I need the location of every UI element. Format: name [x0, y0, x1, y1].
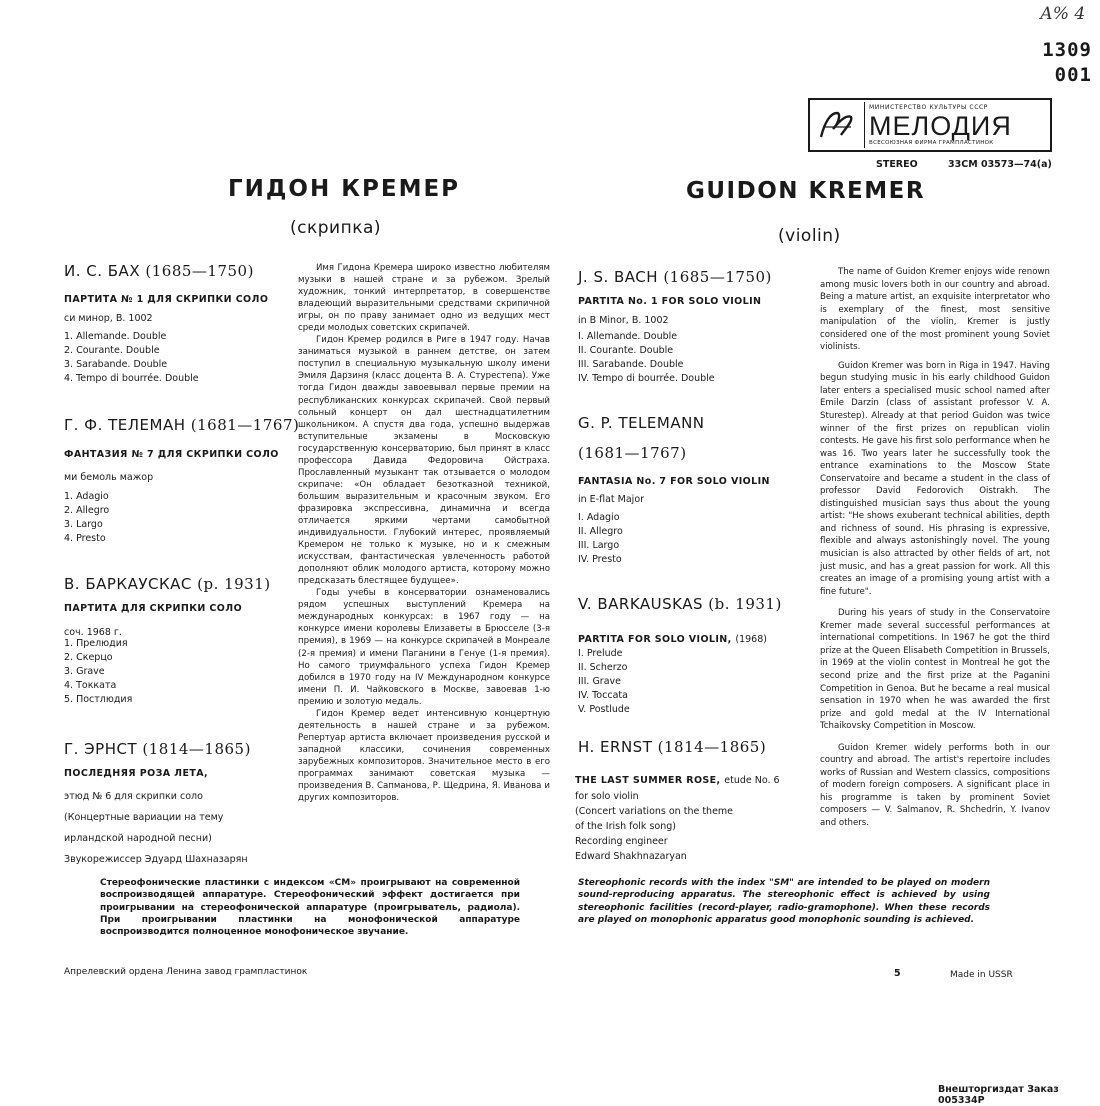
movement-list [578, 647, 630, 717]
composer-dates: (р. 1931) [197, 575, 271, 593]
handwritten-mark: А% 4 [1040, 4, 1086, 24]
composer-name: V. BARKAUSKAS [578, 595, 709, 613]
movement: IV. Presto [578, 554, 622, 565]
melodiya-logo [808, 98, 1052, 152]
composer-telemann-ru [64, 416, 299, 434]
composer-dates: (1814—1865) [142, 740, 251, 758]
work-title: ПОСЛЕДНЯЯ РОЗА ЛЕТА, [64, 768, 208, 779]
work-details [64, 786, 248, 870]
movement: 4. Tempo di bourrée. Double [64, 373, 199, 384]
composer-name: J. S. BACH [578, 268, 664, 286]
bio-paragraph: Гидон Кремер ведет интенсивную концертную деятельность в нашей стране и за рубежом. Репертуар артиста включает произведения русской и западной классики, сочинения современных зарубежных композиторов. Значительное место в его программах занимают советская музыка — произведения В. Сапманова, Р. Щедрина, Я. Иванова и других композиторов. [298, 708, 550, 804]
movement: II. Allegro [578, 526, 623, 537]
movement: II. Scherzo [578, 662, 628, 673]
composer-dates: (1681—1767) [190, 416, 300, 434]
corner-number-2: 001 [1054, 64, 1092, 86]
made-in: Made in USSR [950, 970, 1013, 980]
movement: I. Allemande. Double [578, 331, 678, 342]
composer-dates: (b. 1931) [708, 595, 782, 613]
movement: IV. Tempo di bourrée. Double [578, 373, 715, 384]
work-subtitle: etude No. 6 [724, 775, 780, 786]
composer-ernst-ru [64, 740, 251, 758]
movement: III. Sarabande. Double [578, 359, 684, 370]
composer-name: Г. Ф. ТЕЛЕМАН [64, 416, 191, 434]
detail-line: Edward Shakhnazaryan [575, 851, 687, 862]
movement: III. Grave [578, 676, 622, 687]
work-key: ми бемоль мажор [64, 472, 154, 483]
work-year: соч. 1968 г. [64, 627, 122, 638]
work-title-line [578, 627, 767, 646]
movement: 1. Allemande. Double [64, 331, 167, 342]
work-title: PARTITA No. 1 FOR SOLO VIOLIN [578, 296, 762, 307]
bio-paragraph: Годы учебы в консерватории ознаменовались рядом успешных выступлений Кремера на международных конкурсах: в 1967 году — на конкурсе имени королевы Елизаветы в Брюсселе (3-я премия), в 1969 — на конкурсе скрипачей в Монреале (2-я премия) и имени Паганини в Генуе (1-я премия). Но самого триумфального успеха Гидон Кремер добился в 1970 году на IV Международном конкурсе имени П. И. Чайковского в Москве, завоевав 1-ю премию и золотую медаль. [298, 588, 550, 707]
subtitle-russian: (скрипка) [290, 218, 382, 238]
movement-list [578, 511, 623, 567]
logo-name: МЕЛОДИЯ [869, 110, 1012, 141]
movement: I. Adagio [578, 512, 620, 523]
movement-list [64, 490, 109, 546]
movement: I. Prelude [578, 648, 623, 659]
bio-paragraph: Гидон Кремер родился в Риге в 1947 году. Начав заниматься музыкой в раннем детстве, он затем поступил в специальную музыкальную школу имени Эмиля Дарзиня (класс доцента В. А. Стурестепа). Уже тогда Гидон дважды завоевывал первые премии на республиканских конкурсах скрипачей. Свой первый сольный концерт он дал шестнадцатилетним школьником. А спустя два года, успешно выдержав вступительные экзамены в Московскую государственную консерваторию, был принят в класс профессора Давида Федоровича Ойстраха. Прославленный музыкант так отзывается о молодом скрипаче: «Он обладает безотказной техникой, большим выразительным и красочным звуком. Его фразировка экспрессивна, динамична и всегда отличается яркими чертами самобытной индивидуальности. Глубокий интерес, проявляемый Кремером не только к музыке, но и к смежным искусствам, фантастическая увлеченность работой дополняют облик молодого артиста, которому можно предсказать блестящее будущее». [298, 335, 550, 587]
stereo-label: STEREO [876, 159, 918, 170]
detail-line: Звукорежиссер Эдуард Шахназарян [64, 854, 248, 865]
stereo-note-russian: Стереофонические пластинки с индексом «СМ» проигрывают на современной воспроизводящей аппаратуре. Стереофонический эффект достигается при проигрывании на стереофонической аппаратуре (проигрыватель, радиола). При проигрывании пластинки на монофонической аппаратуре воспроизводится полноценное монофоническое звучание. [100, 878, 520, 938]
detail-line: (Концертные вариации на тему [64, 812, 224, 823]
composer-name: H. ERNST [578, 738, 658, 756]
work-year: (1968) [735, 634, 767, 645]
title-russian: ГИДОН КРЕМЕР [228, 176, 461, 202]
work-key: in B Minor, B. 1002 [578, 315, 669, 326]
bio-paragraph: Имя Гидона Кремера широко известно любителям музыки в нашей стране и за рубежом. Зрелый художник, тонкий интерпретатор, в совершенстве владеющий выразительными средствами скрипичной игры, он по праву занимает одно из ведущих мест среди молодых советских скрипачей. [298, 263, 550, 334]
composer-barkauskas-ru [64, 575, 271, 593]
bio-paragraph: Guidon Kremer was born in Riga in 1947. Having begun studying music in his early childhood Guidon later enters a specialised music school named after Emile Darzin (class of assistant professor V. A. Sturestep). Already at that period Guidon was twice winner of the first prizes on republican violin contests. He gave his first solo performance when he was 16. Two years later he successfully took the entrance examinations to the Moscow State Conservatoire and became a student in the class of professor David Fedorovich Oistrakh. The distinguished musician says thus about the young artist: "He shows exuberant technical abilities, depth and richness of sound. His phrasing is expressive, flexible and always astonishingly novel. The young musician is also attracted by other fields of art, not just music, and has a great passion for work. All this creates an image of a promising young artist with a fine future". [820, 360, 1050, 597]
movement: 4. Presto [64, 533, 106, 544]
composer-ernst-en [578, 738, 766, 756]
melodiya-emblem-icon [810, 102, 865, 148]
composer-dates: (1681—1767) [578, 444, 687, 462]
composer-bach-en [578, 268, 772, 286]
movement: 2. Скерцо [64, 652, 113, 663]
subtitle-english: (violin) [778, 226, 841, 246]
movement: IV. Toccata [578, 690, 628, 701]
detail-line: for solo violin [575, 791, 639, 802]
movement: 4. Токката [64, 680, 117, 691]
work-details [575, 787, 733, 864]
bio-paragraph: The name of Guidon Kremer enjoys wide renown among music lovers both in our country and abroad. Being a mature artist, an exquisite interpretator who is exemplary of the finest, most sensitive manipulation of the violin, Kremer is justly considered one of the most prominent young Soviet violinists. [820, 267, 1050, 353]
logo-ministry: МИНИСТЕРСТВО КУЛЬТУРЫ СССР [869, 103, 989, 111]
biography-english [820, 266, 1050, 830]
movement: 3. Sarabande. Double [64, 359, 168, 370]
work-title: THE LAST SUMMER ROSE, [575, 775, 725, 786]
detail-line: (Concert variations on the theme [575, 806, 734, 817]
work-title: PARTITA FOR SOLO VIOLIN, [578, 634, 736, 645]
composer-barkauskas-en [578, 595, 782, 613]
composer-name: В. БАРКАУСКАС [64, 575, 198, 593]
corner-numbers [1036, 38, 1092, 88]
composer-name: Г. ЭРНСТ [64, 740, 143, 758]
movement: II. Courante. Double [578, 345, 674, 356]
movement: III. Largo [578, 540, 620, 551]
work-key: си минор, В. 1002 [64, 313, 153, 324]
movement: V. Postlude [578, 704, 630, 715]
movement: 3. Largo [64, 519, 103, 530]
factory-line: Апрелевский ордена Ленина завод грампластинок [64, 967, 308, 977]
work-key: in E-flat Major [578, 494, 645, 505]
detail-line: Recording engineer [575, 836, 668, 847]
stereo-note-english: Stereophonic records with the index "SM" are intended to be played on modern sound-reproducing apparatus. The stereophonic effect is achieved by using stereophonic facilities (record-player, radio-gramophone). When these records are played on monophonic apparatus good monophonic sounding is achieved. [578, 878, 990, 925]
bio-paragraph: Guidon Kremer widely performs both in our country and abroad. The artist's repertoire includes works of Russian and Western classics, compositions of modern foreign composers. A significant place in his programme is taken by prominent Soviet composers — V. Salmanov, R. Shchedrin, Y. Ivanov and others. [820, 742, 1050, 828]
bio-paragraph: During his years of study in the Conservatoire Kremer made several successful performances at international competitions. In 1967 he got the third prize at the Queen Elisabeth Competition in Brussels, in 1969 at the violin contest in Montreal he got the second prize and the first prize at the Paganini Competition in Genoa. But he became a real musical sensation in 1970 when he was awarded the first prize and gold medal at the IV International Tchaikovsky Competition in Moscow. [820, 608, 1050, 732]
corner-number-1: 1309 [1042, 39, 1092, 61]
composer-bach-ru [64, 262, 254, 280]
work-title: ФАНТАЗИЯ № 7 ДЛЯ СКРИПКИ СОЛО [64, 449, 279, 460]
detail-line: этюд № 6 для скрипки соло [64, 791, 203, 802]
work-title: ПАРТИТА ДЛЯ СКРИПКИ СОЛО [64, 603, 243, 614]
composer-name: И. С. БАХ [64, 262, 146, 280]
catalog-number: 33СМ 03573—74(а) [948, 159, 1052, 170]
order-number: Внешторгиздат Заказ 005334Р [938, 1084, 1059, 1106]
detail-line: ирландской народной песни) [64, 833, 212, 844]
title-english: GUIDON KREMER [686, 178, 926, 204]
composer-dates: (1685—1750) [663, 268, 772, 286]
logo-firm: ВСЕСОЮЗНАЯ ФИРМА ГРАМПЛАСТИНОК [869, 139, 994, 146]
composer-dates: (1814—1865) [657, 738, 767, 756]
work-title: ПАРТИТА № 1 ДЛЯ СКРИПКИ СОЛО [64, 294, 269, 305]
composer-telemann-en: G. P. TELEMANN [578, 414, 705, 432]
movement: 1. Adagio [64, 491, 109, 502]
page-number: 5 [894, 968, 901, 979]
movement-list [578, 330, 715, 386]
movement: 5. Постлюдия [64, 694, 133, 705]
detail-line: of the Irish folk song) [575, 821, 676, 832]
movement-list [64, 637, 132, 707]
movement: 3. Grave [64, 666, 105, 677]
movement: 2. Allegro [64, 505, 110, 516]
composer-dates: (1685—1750) [145, 262, 254, 280]
movement-list [64, 330, 199, 386]
work-title: FANTASIA No. 7 FOR SOLO VIOLIN [578, 476, 770, 487]
biography-russian [298, 262, 550, 804]
movement: 2. Courante. Double [64, 345, 160, 356]
movement: 1. Прелюдия [64, 638, 128, 649]
work-title-line [575, 768, 780, 787]
